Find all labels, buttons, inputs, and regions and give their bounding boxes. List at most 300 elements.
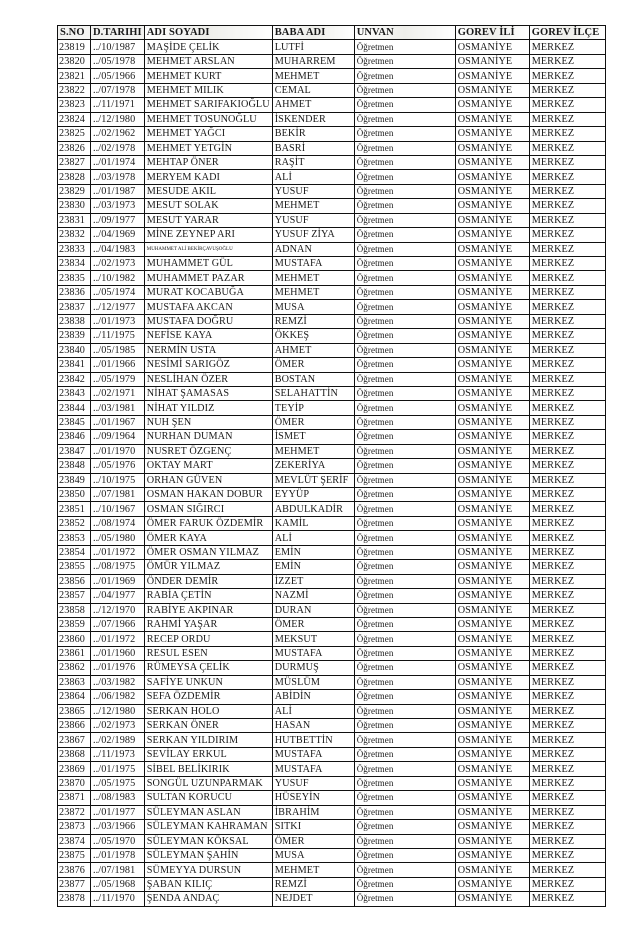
cell-father-name: REMZİ [272,877,354,891]
cell-title: Öğretmen [354,54,455,68]
cell-sno: 23863 [58,675,91,689]
cell-duty-district: MERKEZ [529,747,605,761]
cell-title: Öğretmen [354,675,455,689]
cell-birth-date: ../01/1972 [91,632,145,646]
table-row [58,877,606,891]
cell-sno: 23850 [58,488,91,502]
cell-full-name: NİHAT ŞAMASAS [144,386,272,400]
cell-full-name: SEFA ÖZDEMİR [144,690,272,704]
cell-sno: 23876 [58,863,91,877]
cell-duty-province: OSMANİYE [455,531,529,545]
cell-title: Öğretmen [354,488,455,502]
cell-full-name: ÖMER KAYA [144,531,272,545]
cell-duty-district: MERKEZ [529,834,605,848]
cell-sno: 23861 [58,646,91,660]
cell-title: Öğretmen [354,791,455,805]
header-full-name: ADI SOYADI [144,26,272,40]
table-row [58,300,606,314]
cell-father-name: MUSTAFA [272,747,354,761]
table-row [58,112,606,126]
cell-full-name: SERKAN YILDIRIM [144,733,272,747]
cell-duty-district: MERKEZ [529,314,605,328]
table-row [58,531,606,545]
table-row [58,848,606,862]
cell-title: Öğretmen [354,848,455,862]
table-row [58,271,606,285]
cell-duty-district: MERKEZ [529,733,605,747]
cell-title: Öğretmen [354,704,455,718]
cell-full-name: NUSRET ÖZGENÇ [144,444,272,458]
cell-sno: 23840 [58,343,91,357]
cell-duty-district: MERKEZ [529,675,605,689]
cell-father-name: AHMET [272,98,354,112]
cell-duty-province: OSMANİYE [455,848,529,862]
cell-duty-province: OSMANİYE [455,516,529,530]
cell-father-name: EMİN [272,545,354,559]
cell-sno: 23855 [58,560,91,574]
cell-title: Öğretmen [354,877,455,891]
cell-father-name: ÖKKEŞ [272,329,354,343]
table-row [58,747,606,761]
cell-duty-province: OSMANİYE [455,762,529,776]
cell-father-name: İSKENDER [272,112,354,126]
table-row [58,401,606,415]
cell-full-name: NESLİHAN ÖZER [144,372,272,386]
cell-sno: 23867 [58,733,91,747]
cell-sno: 23839 [58,329,91,343]
cell-duty-province: OSMANİYE [455,285,529,299]
cell-sno: 23826 [58,141,91,155]
cell-sno: 23820 [58,54,91,68]
table-row [58,675,606,689]
cell-title: Öğretmen [354,285,455,299]
cell-full-name: MEHMET SARIFAKIOĞLU [144,98,272,112]
cell-full-name: RECEP ORDU [144,632,272,646]
cell-birth-date: ../02/1978 [91,141,145,155]
cell-sno: 23834 [58,257,91,271]
cell-title: Öğretmen [354,69,455,83]
table-row [58,545,606,559]
table-row [58,228,606,242]
cell-title: Öğretmen [354,257,455,271]
cell-duty-province: OSMANİYE [455,820,529,834]
cell-birth-date: ../02/1962 [91,127,145,141]
cell-duty-province: OSMANİYE [455,430,529,444]
table-row [58,791,606,805]
cell-sno: 23837 [58,300,91,314]
cell-title: Öğretmen [354,459,455,473]
cell-duty-province: OSMANİYE [455,40,529,54]
cell-duty-district: MERKEZ [529,589,605,603]
cell-full-name: ÖMER FARUK ÖZDEMİR [144,516,272,530]
cell-sno: 23848 [58,459,91,473]
cell-sno: 23830 [58,199,91,213]
cell-title: Öğretmen [354,199,455,213]
cell-father-name: ALİ [272,170,354,184]
cell-duty-district: MERKEZ [529,690,605,704]
cell-duty-district: MERKEZ [529,488,605,502]
cell-birth-date: ../05/1978 [91,54,145,68]
table-row [58,589,606,603]
cell-sno: 23821 [58,69,91,83]
cell-birth-date: ../11/1970 [91,892,145,906]
cell-title: Öğretmen [354,820,455,834]
cell-sno: 23836 [58,285,91,299]
cell-full-name: MUSTAFA DOĞRU [144,314,272,328]
cell-father-name: MUSTAFA [272,257,354,271]
cell-sno: 23868 [58,747,91,761]
cell-full-name: MURAT KOCABUĞA [144,285,272,299]
cell-duty-district: MERKEZ [529,213,605,227]
table-row [58,127,606,141]
cell-duty-district: MERKEZ [529,228,605,242]
cell-birth-date: ../01/1987 [91,184,145,198]
cell-birth-date: ../05/1975 [91,776,145,790]
cell-birth-date: ../11/1971 [91,98,145,112]
table-row [58,430,606,444]
cell-birth-date: ../05/1976 [91,459,145,473]
cell-father-name: İBRAHİM [272,805,354,819]
cell-sno: 23833 [58,242,91,256]
table-row [58,386,606,400]
cell-father-name: ALİ [272,531,354,545]
cell-title: Öğretmen [354,545,455,559]
cell-full-name: SÜLEYMAN ASLAN [144,805,272,819]
cell-duty-province: OSMANİYE [455,574,529,588]
cell-full-name: SÜMEYYA DURSUN [144,863,272,877]
cell-full-name: MEHMET MILIK [144,83,272,97]
cell-birth-date: ../10/1987 [91,40,145,54]
cell-birth-date: ../01/1969 [91,574,145,588]
cell-birth-date: ../01/1978 [91,848,145,862]
cell-duty-district: MERKEZ [529,271,605,285]
cell-title: Öğretmen [354,386,455,400]
cell-title: Öğretmen [354,776,455,790]
cell-sno: 23832 [58,228,91,242]
cell-sno: 23828 [58,170,91,184]
cell-father-name: MEHMET [272,199,354,213]
cell-duty-district: MERKEZ [529,545,605,559]
cell-father-name: MUSTAFA [272,762,354,776]
cell-full-name: RESUL ESEN [144,646,272,660]
cell-duty-district: MERKEZ [529,155,605,169]
table-row [58,372,606,386]
table-row [58,40,606,54]
cell-title: Öğretmen [354,112,455,126]
cell-duty-district: MERKEZ [529,892,605,906]
cell-birth-date: ../08/1983 [91,791,145,805]
cell-title: Öğretmen [354,401,455,415]
cell-duty-district: MERKEZ [529,40,605,54]
cell-birth-date: ../01/1972 [91,545,145,559]
cell-full-name: SONGÜL UZUNPARMAK [144,776,272,790]
cell-full-name: ORHAN GÜVEN [144,473,272,487]
cell-father-name: ZEKERİYA [272,459,354,473]
cell-title: Öğretmen [354,127,455,141]
cell-duty-province: OSMANİYE [455,271,529,285]
cell-duty-district: MERKEZ [529,762,605,776]
cell-full-name: MEHMET ARSLAN [144,54,272,68]
cell-sno: 23829 [58,184,91,198]
cell-full-name: SEVİLAY ERKUL [144,747,272,761]
cell-duty-province: OSMANİYE [455,213,529,227]
cell-duty-district: MERKEZ [529,502,605,516]
table-row [58,719,606,733]
cell-birth-date: ../11/1973 [91,747,145,761]
cell-father-name: REMZİ [272,314,354,328]
cell-duty-province: OSMANİYE [455,54,529,68]
cell-sno: 23843 [58,386,91,400]
cell-duty-province: OSMANİYE [455,83,529,97]
cell-title: Öğretmen [354,560,455,574]
cell-full-name: SAFİYE UNKUN [144,675,272,689]
cell-duty-district: MERKEZ [529,776,605,790]
cell-birth-date: ../10/1982 [91,271,145,285]
table-row [58,574,606,588]
cell-title: Öğretmen [354,834,455,848]
cell-full-name: NİHAT YILDIZ [144,401,272,415]
cell-title: Öğretmen [354,329,455,343]
cell-birth-date: ../05/1968 [91,877,145,891]
cell-duty-district: MERKEZ [529,257,605,271]
cell-birth-date: ../01/1960 [91,646,145,660]
cell-duty-province: OSMANİYE [455,545,529,559]
cell-duty-district: MERKEZ [529,820,605,834]
cell-duty-district: MERKEZ [529,646,605,660]
cell-title: Öğretmen [354,531,455,545]
cell-duty-province: OSMANİYE [455,401,529,415]
cell-title: Öğretmen [354,863,455,877]
cell-duty-district: MERKEZ [529,791,605,805]
table-row [58,690,606,704]
cell-sno: 23842 [58,372,91,386]
table-row [58,516,606,530]
cell-birth-date: ../12/1980 [91,112,145,126]
table-row [58,444,606,458]
cell-title: Öğretmen [354,372,455,386]
cell-title: Öğretmen [354,271,455,285]
cell-full-name: SERKAN ÖNER [144,719,272,733]
cell-birth-date: ../12/1977 [91,300,145,314]
cell-duty-district: MERKEZ [529,560,605,574]
cell-duty-province: OSMANİYE [455,372,529,386]
cell-father-name: BOSTAN [272,372,354,386]
cell-duty-province: OSMANİYE [455,747,529,761]
cell-birth-date: ../08/1974 [91,516,145,530]
cell-full-name: NUH ŞEN [144,415,272,429]
cell-father-name: İZZET [272,574,354,588]
table-row [58,54,606,68]
cell-sno: 23819 [58,40,91,54]
cell-duty-province: OSMANİYE [455,98,529,112]
cell-sno: 23841 [58,358,91,372]
table-row [58,314,606,328]
cell-full-name: MEHMET YAĞCI [144,127,272,141]
cell-birth-date: ../12/1970 [91,603,145,617]
cell-duty-district: MERKEZ [529,877,605,891]
cell-sno: 23878 [58,892,91,906]
cell-birth-date: ../07/1966 [91,617,145,631]
cell-duty-district: MERKEZ [529,444,605,458]
cell-sno: 23866 [58,719,91,733]
cell-father-name: BEKİR [272,127,354,141]
cell-full-name: NERMİN USTA [144,343,272,357]
cell-sno: 23856 [58,574,91,588]
cell-sno: 23854 [58,545,91,559]
cell-father-name: HÜSEYİN [272,791,354,805]
cell-duty-province: OSMANİYE [455,805,529,819]
cell-title: Öğretmen [354,603,455,617]
cell-full-name: OSMAN HAKAN DOBUR [144,488,272,502]
cell-duty-district: MERKEZ [529,704,605,718]
cell-duty-province: OSMANİYE [455,834,529,848]
cell-birth-date: ../09/1977 [91,213,145,227]
cell-birth-date: ../02/1973 [91,257,145,271]
table-row [58,213,606,227]
cell-duty-district: MERKEZ [529,401,605,415]
cell-duty-district: MERKEZ [529,632,605,646]
cell-birth-date: ../10/1975 [91,473,145,487]
cell-title: Öğretmen [354,314,455,328]
cell-duty-district: MERKEZ [529,112,605,126]
table-row [58,343,606,357]
cell-title: Öğretmen [354,661,455,675]
cell-full-name: SERKAN HOLO [144,704,272,718]
cell-duty-province: OSMANİYE [455,661,529,675]
cell-title: Öğretmen [354,300,455,314]
cell-birth-date: ../07/1981 [91,488,145,502]
cell-father-name: BASRİ [272,141,354,155]
cell-duty-province: OSMANİYE [455,199,529,213]
cell-sno: 23858 [58,603,91,617]
cell-duty-province: OSMANİYE [455,892,529,906]
cell-title: Öğretmen [354,242,455,256]
cell-father-name: ADNAN [272,242,354,256]
cell-title: Öğretmen [354,213,455,227]
cell-title: Öğretmen [354,444,455,458]
cell-duty-province: OSMANİYE [455,863,529,877]
cell-father-name: MUSTAFA [272,646,354,660]
cell-duty-district: MERKEZ [529,805,605,819]
table-row [58,704,606,718]
cell-full-name: SULTAN KORUCU [144,791,272,805]
cell-father-name: MEHMET [272,271,354,285]
cell-duty-province: OSMANİYE [455,488,529,502]
cell-birth-date: ../03/1966 [91,820,145,834]
cell-father-name: ALİ [272,704,354,718]
cell-birth-date: ../06/1982 [91,690,145,704]
cell-birth-date: ../05/1966 [91,69,145,83]
cell-full-name: ŞENDA ANDAÇ [144,892,272,906]
cell-title: Öğretmen [354,719,455,733]
cell-birth-date: ../04/1969 [91,228,145,242]
cell-birth-date: ../12/1980 [91,704,145,718]
cell-birth-date: ../04/1977 [91,589,145,603]
cell-sno: 23860 [58,632,91,646]
table-row [58,98,606,112]
cell-full-name: ÖMER OSMAN YILMAZ [144,545,272,559]
table-row [58,834,606,848]
cell-father-name: EMİN [272,560,354,574]
cell-sno: 23859 [58,617,91,631]
cell-title: Öğretmen [354,155,455,169]
cell-full-name: MERYEM KADI [144,170,272,184]
cell-birth-date: ../04/1983 [91,242,145,256]
cell-father-name: KAMİL [272,516,354,530]
cell-sno: 23875 [58,848,91,862]
table-row [58,805,606,819]
cell-sno: 23824 [58,112,91,126]
cell-full-name: NEFİSE KAYA [144,329,272,343]
cell-full-name: MUHAMMET PAZAR [144,271,272,285]
cell-sno: 23869 [58,762,91,776]
cell-sno: 23872 [58,805,91,819]
cell-sno: 23871 [58,791,91,805]
cell-duty-district: MERKEZ [529,83,605,97]
cell-full-name: MUHAMMET ALİ BEKİRÇAVUŞOĞLU [144,242,272,256]
cell-duty-province: OSMANİYE [455,343,529,357]
cell-birth-date: ../01/1976 [91,661,145,675]
cell-duty-district: MERKEZ [529,574,605,588]
table-row [58,170,606,184]
cell-title: Öğretmen [354,415,455,429]
cell-sno: 23862 [58,661,91,675]
cell-title: Öğretmen [354,646,455,660]
cell-birth-date: ../01/1975 [91,762,145,776]
cell-full-name: MUHAMMET GÜL [144,257,272,271]
cell-duty-province: OSMANİYE [455,589,529,603]
table-row [58,459,606,473]
document-page [57,25,606,907]
cell-duty-district: MERKEZ [529,415,605,429]
cell-sno: 23823 [58,98,91,112]
cell-title: Öğretmen [354,343,455,357]
table-row [58,488,606,502]
cell-birth-date: ../01/1977 [91,805,145,819]
table-row [58,141,606,155]
cell-birth-date: ../05/1979 [91,372,145,386]
cell-birth-date: ../01/1970 [91,444,145,458]
cell-full-name: MESUT YARAR [144,213,272,227]
cell-sno: 23874 [58,834,91,848]
cell-father-name: YUSUF ZİYA [272,228,354,242]
cell-duty-district: MERKEZ [529,473,605,487]
cell-father-name: MEHMET [272,69,354,83]
cell-duty-province: OSMANİYE [455,733,529,747]
cell-father-name: NAZMİ [272,589,354,603]
table-row [58,560,606,574]
cell-duty-province: OSMANİYE [455,127,529,141]
cell-title: Öğretmen [354,40,455,54]
cell-sno: 23844 [58,401,91,415]
cell-full-name: SİBEL BELİKIRIK [144,762,272,776]
table-row [58,415,606,429]
table-row [58,329,606,343]
table-body [58,40,606,906]
cell-duty-province: OSMANİYE [455,502,529,516]
cell-full-name: ÖNDER DEMİR [144,574,272,588]
cell-title: Öğretmen [354,589,455,603]
cell-duty-district: MERKEZ [529,329,605,343]
cell-duty-province: OSMANİYE [455,141,529,155]
table-row [58,199,606,213]
table-row [58,502,606,516]
cell-sno: 23857 [58,589,91,603]
cell-full-name: NURHAN DUMAN [144,430,272,444]
cell-sno: 23851 [58,502,91,516]
cell-birth-date: ../03/1973 [91,199,145,213]
cell-duty-province: OSMANİYE [455,170,529,184]
